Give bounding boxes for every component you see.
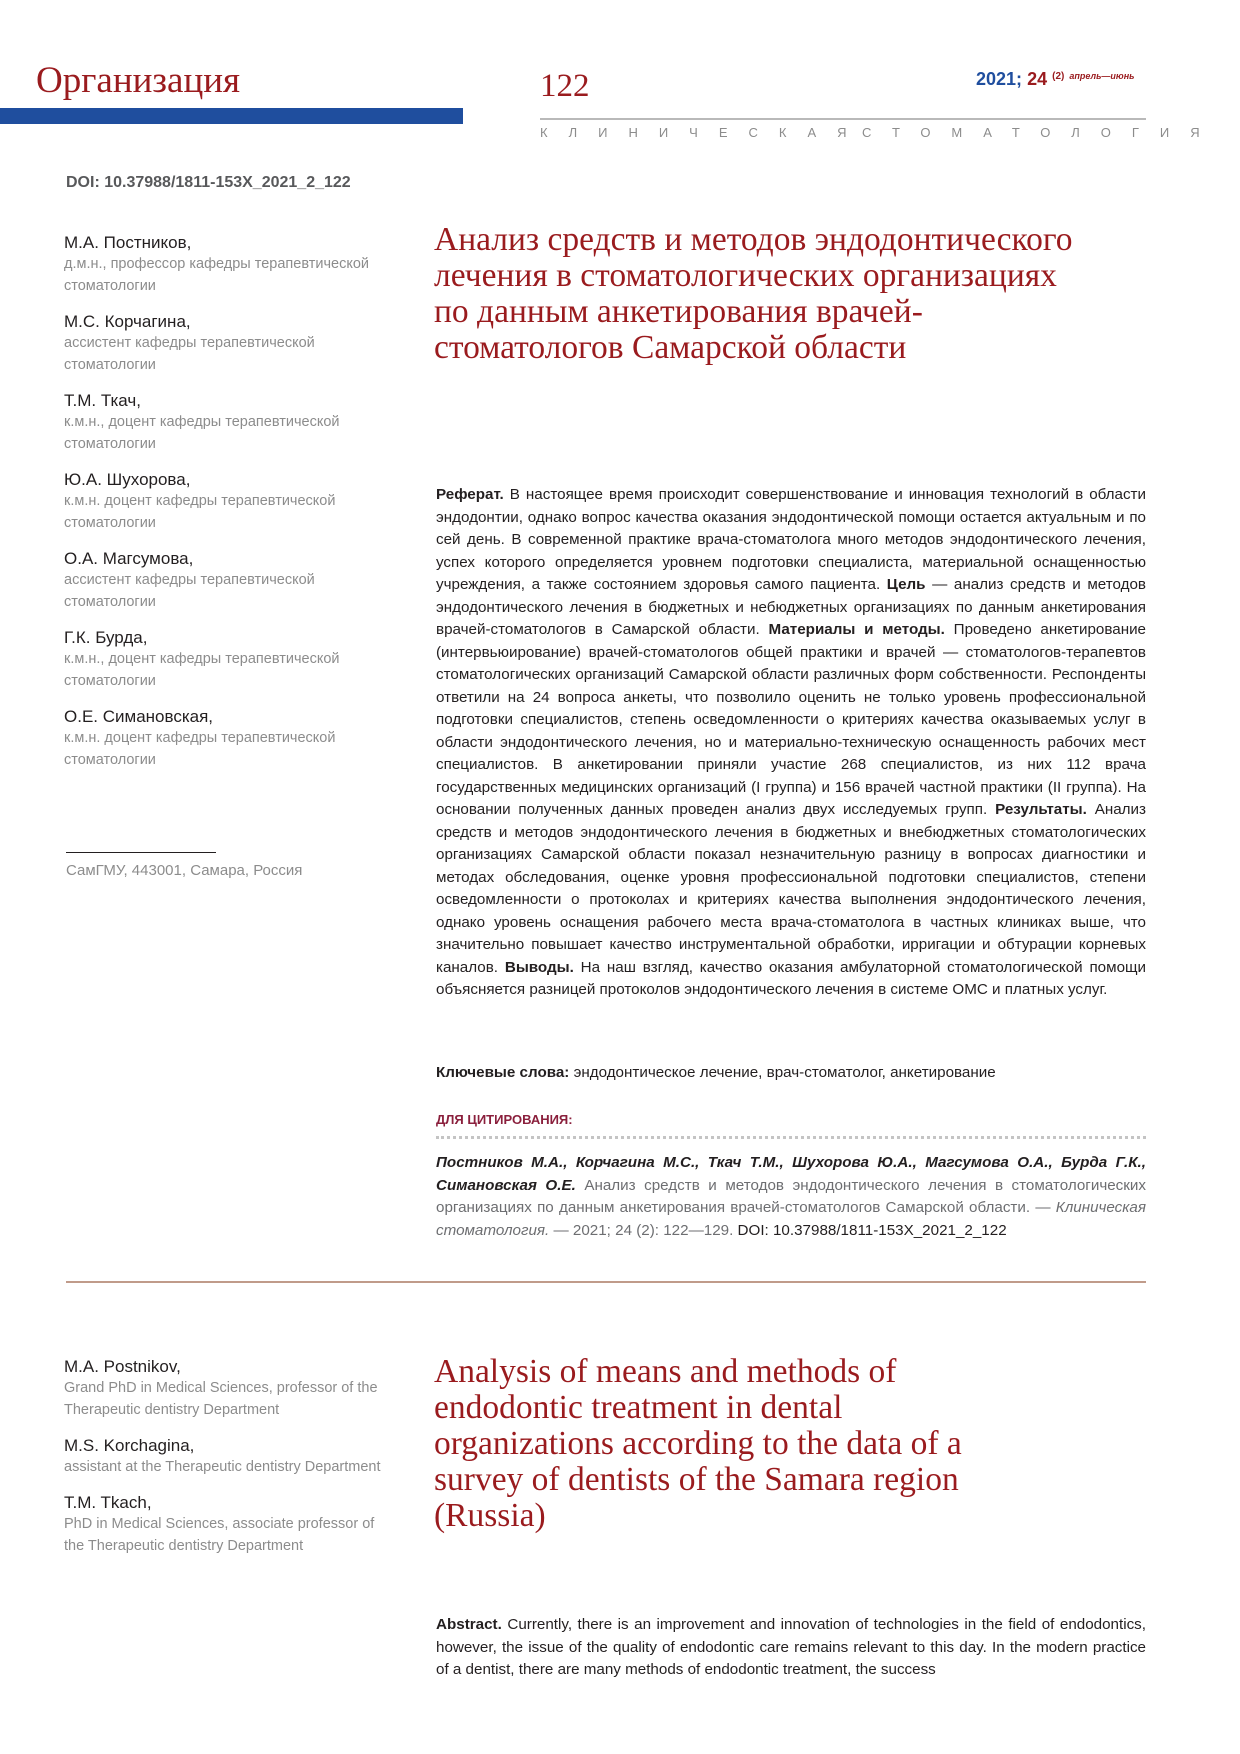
abstract-methods-label: Материалы и методы. (768, 621, 945, 638)
author-affiliation: к.м.н., доцент кафедры терапевтической стоматологии (64, 414, 340, 452)
page-number: 122 (540, 68, 590, 104)
author-name: M.A. Postnikov, (64, 1357, 181, 1376)
author (64, 706, 404, 771)
authors-en (64, 1356, 394, 1571)
header-bar (0, 108, 463, 124)
issue-months: апрель—июнь (1069, 71, 1135, 81)
issue-info (976, 70, 1134, 88)
author-name: M.S. Korchagina, (64, 1436, 195, 1455)
author (64, 1435, 394, 1478)
author (64, 390, 404, 455)
doi: DOI: 10.37988/1811-153X_2021_2_122 (66, 174, 351, 191)
author-affiliation: д.м.н., профессор кафедры терапевтической стоматологии (64, 256, 370, 294)
author (64, 1492, 394, 1557)
author-affiliation: PhD in Medical Sciences, associate professor of the Therapeutic dentistry Department (64, 1516, 375, 1554)
author-affiliation: к.м.н., доцент кафедры терапевтической стоматологии (64, 651, 340, 689)
institution: СамГМУ, 443001, Самара, Россия (66, 862, 303, 879)
citation-issue: — 2021; 24 (2): 122—129. (549, 1221, 734, 1239)
citation-journal: Клиническая стоматология. (436, 1199, 1146, 1239)
citation-authors: Постников М.А., Корчагина М.С., Ткач Т.М., Шухорова Ю.А., Магсумова О.А., Бурда Г.К., Симановская О.Е. (436, 1154, 1146, 1194)
abstract-results-label: Результаты. (995, 801, 1087, 818)
abstract-conclusions: На наш взгляд, качество оказания амбулаторной стоматологической помощи объясняется разницей протоколов эндодонтического лечения в системе ОМС и платных услуг. (436, 958, 1146, 998)
authors-divider (66, 852, 216, 853)
author (64, 469, 404, 534)
author (64, 311, 404, 376)
author-affiliation: Grand PhD in Medical Sciences, professor of the Therapeutic dentistry Department (64, 1380, 378, 1418)
section-separator (66, 1281, 1146, 1283)
citation-heading: ДЛЯ ЦИТИРОВАНИЯ: (436, 1112, 573, 1127)
citation-doi: DOI: 10.37988/1811-153X_2021_2_122 (733, 1221, 1007, 1239)
author-affiliation: к.м.н. доцент кафедры терапевтической стоматологии (64, 730, 336, 768)
abstract-goal-label: Цель (886, 576, 926, 593)
author-name: Т.М. Ткач, (64, 391, 141, 410)
abstract-ru (436, 484, 1146, 1002)
author-name: Г.К. Бурда, (64, 628, 148, 647)
abstract-en-label: Abstract. (436, 1616, 502, 1633)
keywords-text: эндодонтическое лечение, врач-стоматолог, анкетирование (569, 1064, 996, 1081)
journal-name-dentistry: СТОМАТОЛОГИЯ (862, 125, 1221, 140)
author-affiliation: ассистент кафедры терапевтической стоматологии (64, 572, 315, 610)
keywords-label: Ключевые слова: (436, 1064, 570, 1081)
author-name: T.M. Tkach, (64, 1493, 152, 1512)
citation-dotted-rule (436, 1136, 1146, 1139)
author-name: Ю.А. Шухорова, (64, 470, 191, 489)
issue-year: 2021; (976, 69, 1023, 89)
journal-name-clinical: КЛИНИЧЕСКАЯ (540, 125, 868, 140)
section-title: Организация (36, 60, 241, 101)
authors-ru (64, 232, 404, 785)
author-affiliation: к.м.н. доцент кафедры терапевтической стоматологии (64, 493, 336, 531)
author-name: М.С. Корчагина, (64, 312, 191, 331)
author-name: М.А. Постников, (64, 233, 192, 252)
abstract-conclusions-label: Выводы. (504, 958, 574, 976)
abstract-methods: Проведено анкетирование (интервьюирование) врачей-стоматологов общей практики и врачей — стоматологов-терапевтов стоматологических организаций Самарской области различных форм собственности. Респонденты ответили на 24 вопроса анкеты, что позволило оценить не только уровень профессиональной подготовки специалистов, степень осведомленности о критериях качества оказываемых услуг в области эндодонтического лечения, но и материально-техническую оснащенность рабочих мест специалистов. В анкетировании приняли участие 268 специалистов, из них 112 врача государственных медицинских организаций (I группа) и 156 врачей частной практики (II группа). На основании полученных данных проведен анализ двух исследуемых групп. (436, 621, 1147, 818)
abstract-en (436, 1614, 1146, 1682)
author-affiliation: ассистент кафедры терапевтической стоматологии (64, 335, 315, 373)
author-affiliation: assistant at the Therapeutic dentistry Department (64, 1459, 381, 1475)
abstract-goal: — анализ средств и методов эндодонтического лечения в бюджетных и небюджетных организациях по данным анкетирования врачей-стоматологов в Самарской области. (436, 576, 1146, 638)
author (64, 232, 404, 297)
keywords (436, 1062, 1146, 1084)
abstract-results: Анализ средств и методов эндодонтического лечения в бюджетных и внебюджетных стоматологических организациях Самарской области показал незначительную разницу в вопросах диагностики и методах обследования, оценке уровня профессиональной подготовки специалистов, степени осведомленности о протоколах и критериях качества выполнения эндодонтического лечения, однако уровень оснащения рабочего места врача-стоматолога в частных клиниках выше, что значительно повышает качество инструментальной обработки, ирригации и обтурации корневых каналов. (436, 801, 1146, 976)
author-name: О.Е. Симановская, (64, 707, 214, 726)
citation (436, 1152, 1146, 1242)
author (64, 548, 404, 613)
header-rule (540, 118, 1146, 120)
article-title-ru: Анализ средств и методов эндодонтического лечения в стоматологических организациях по данным анкетирования врачей-стоматологов Самарской области (434, 221, 1073, 366)
abstract-referat-label: Реферат. (436, 486, 504, 503)
issue-number: (2) (1052, 71, 1065, 82)
article-title-en: Analysis of means and methods of endodontic treatment in dental organizations according to the data of a survey of dentists of the Samara region (Russia) (434, 1353, 962, 1534)
abstract-en-text: Currently, there is an improvement and innovation of technologies in the field of endodontics, however, the issue of the quality of endodontic care remains relevant to this day. In the modern practice of a dentist, there are many methods of endodontic treatment, the success (436, 1616, 1146, 1678)
author (64, 1356, 394, 1421)
issue-volume: 24 (1027, 69, 1048, 89)
abstract-referat: В настоящее время происходит совершенствование и инновация технологий в области эндодонтии, однако вопрос качества оказания эндодонтической помощи остается актуальным и по сей день. В современной практике врача-стоматолога много методов эндодонтического лечения, успех которого определяется уровнем подготовки специалиста, материальной оснащенностью учреждения, а также состоянием здоровья самого пациента. (436, 486, 1146, 593)
citation-text: Анализ средств и методов эндодонтического лечения в стоматологических организациях по данным анкетирования врачей-стоматологов Самарской области. — (436, 1176, 1146, 1216)
author-name: О.А. Магсумова, (64, 549, 194, 568)
author (64, 627, 404, 692)
